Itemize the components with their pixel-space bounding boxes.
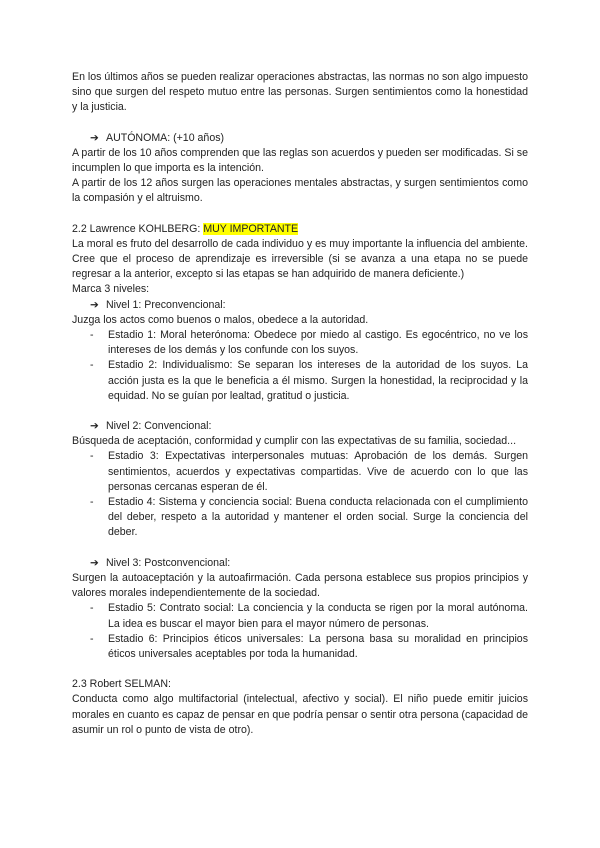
- nivel-1-stages: [72, 328, 528, 404]
- autonoma-paragraph-1: A partir de los 10 años comprenden que las reglas son acuerdos y pueden ser modificadas. Si se incumplen lo que importa es la intención.: [72, 146, 528, 175]
- list-item: - Estadio 2: Individualismo: Se separan los intereses de la autoridad de los suyos. La acción justa es la que le beneficia a él mismo. Surgen la honestidad, la reciprocidad y la equidad. No se guían por lealtad, gratitud o justicia.: [72, 358, 528, 404]
- nivel-2-stages: [72, 449, 528, 540]
- nivel-2-heading: ➔ Nivel 2: Convencional:: [72, 419, 528, 434]
- nivel-2-description: Búsqueda de aceptación, conformidad y cumplir con las expectativas de su familia, sociedad...: [72, 435, 517, 448]
- autonoma-paragraph-2: A partir de los 12 años surgen las operaciones mentales abstractas, y surgen sentimientos como la compasión y el altruismo.: [72, 177, 528, 205]
- list-item: - Estadio 4: Sistema y conciencia social: Buena conducta relacionada con el cumplimiento del deber, respeto a la autoridad y mantener el orden social. Surge la conciencia del deber.: [72, 495, 528, 541]
- nivel-3-stages: [72, 601, 528, 662]
- arrow-right-icon: ➔: [90, 556, 99, 569]
- autonoma-heading: ➔ AUTÓNOMA: (+10 años): [72, 131, 528, 146]
- nivel-3-heading: ➔ Nivel 3: Postconvencional:: [72, 556, 528, 571]
- arrow-right-icon: ➔: [90, 131, 99, 144]
- arrow-right-icon: ➔: [90, 420, 99, 433]
- nivel-1-description: Juzga los actos como buenos o malos, obedece a la autoridad.: [72, 313, 369, 326]
- selman-heading: 2.3 Robert SELMAN:: [72, 678, 171, 691]
- nivel-1-heading: ➔ Nivel 1: Preconvencional:: [72, 298, 528, 313]
- list-item: - Estadio 1: Moral heterónoma: Obedece por miedo al castigo. Es egocéntrico, no ve los intereses de los demás y los confunde con los suyos.: [72, 328, 528, 358]
- kohlberg-paragraph-2: Marca 3 niveles:: [72, 283, 150, 296]
- intro-paragraph: En los últimos años se pueden realizar operaciones abstractas, las normas no son algo impuesto sino que surgen del respeto mutuo entre las personas. Surgen sentimientos como la honestidad y la justicia.: [72, 71, 528, 114]
- selman-paragraph: Conducta como algo multifactorial (intelectual, afectivo y social). El niño puede emitir juicios morales en cuanto es capaz de pensar en que podría pensar o sentir otra persona (capacidad de asumir un rol o punto de vista de otro).: [72, 693, 528, 736]
- highlight-muy-importante: MUY IMPORTANTE: [203, 222, 299, 235]
- arrow-right-icon: ➔: [90, 298, 99, 311]
- list-item: - Estadio 5: Contrato social: La conciencia y la conducta se rigen por la moral autónoma. La idea es buscar el mayor bien para el mayor número de personas.: [72, 601, 528, 631]
- document-page: [72, 70, 528, 738]
- kohlberg-paragraph-1: La moral es fruto del desarrollo de cada individuo y es muy importante la influencia del ambiente. Cree que el proceso de aprendizaje es irreversible (si se avanza a una etapa no se puede regresar a la anterior, excepto si las etapas se han adquirido de manera deficiente.): [72, 237, 528, 281]
- kohlberg-heading: 2.2 Lawrence KOHLBERG: MUY IMPORTANTE: [72, 222, 299, 235]
- nivel-3-description: Surgen la autoaceptación y la autoafirmación. Cada persona establece sus propios principios y valores morales independientemente de la sociedad.: [72, 571, 528, 600]
- list-item: - Estadio 3: Expectativas interpersonales mutuas: Aprobación de los demás. Surgen sentimientos, acuerdos y expectativas compartidas. Vive de acuerdo con lo que las personas cercanas esperan de él.: [72, 449, 528, 495]
- list-item: - Estadio 6: Principios éticos universales: La persona basa su moralidad en principios éticos universales aceptables por toda la humanidad.: [72, 632, 528, 662]
